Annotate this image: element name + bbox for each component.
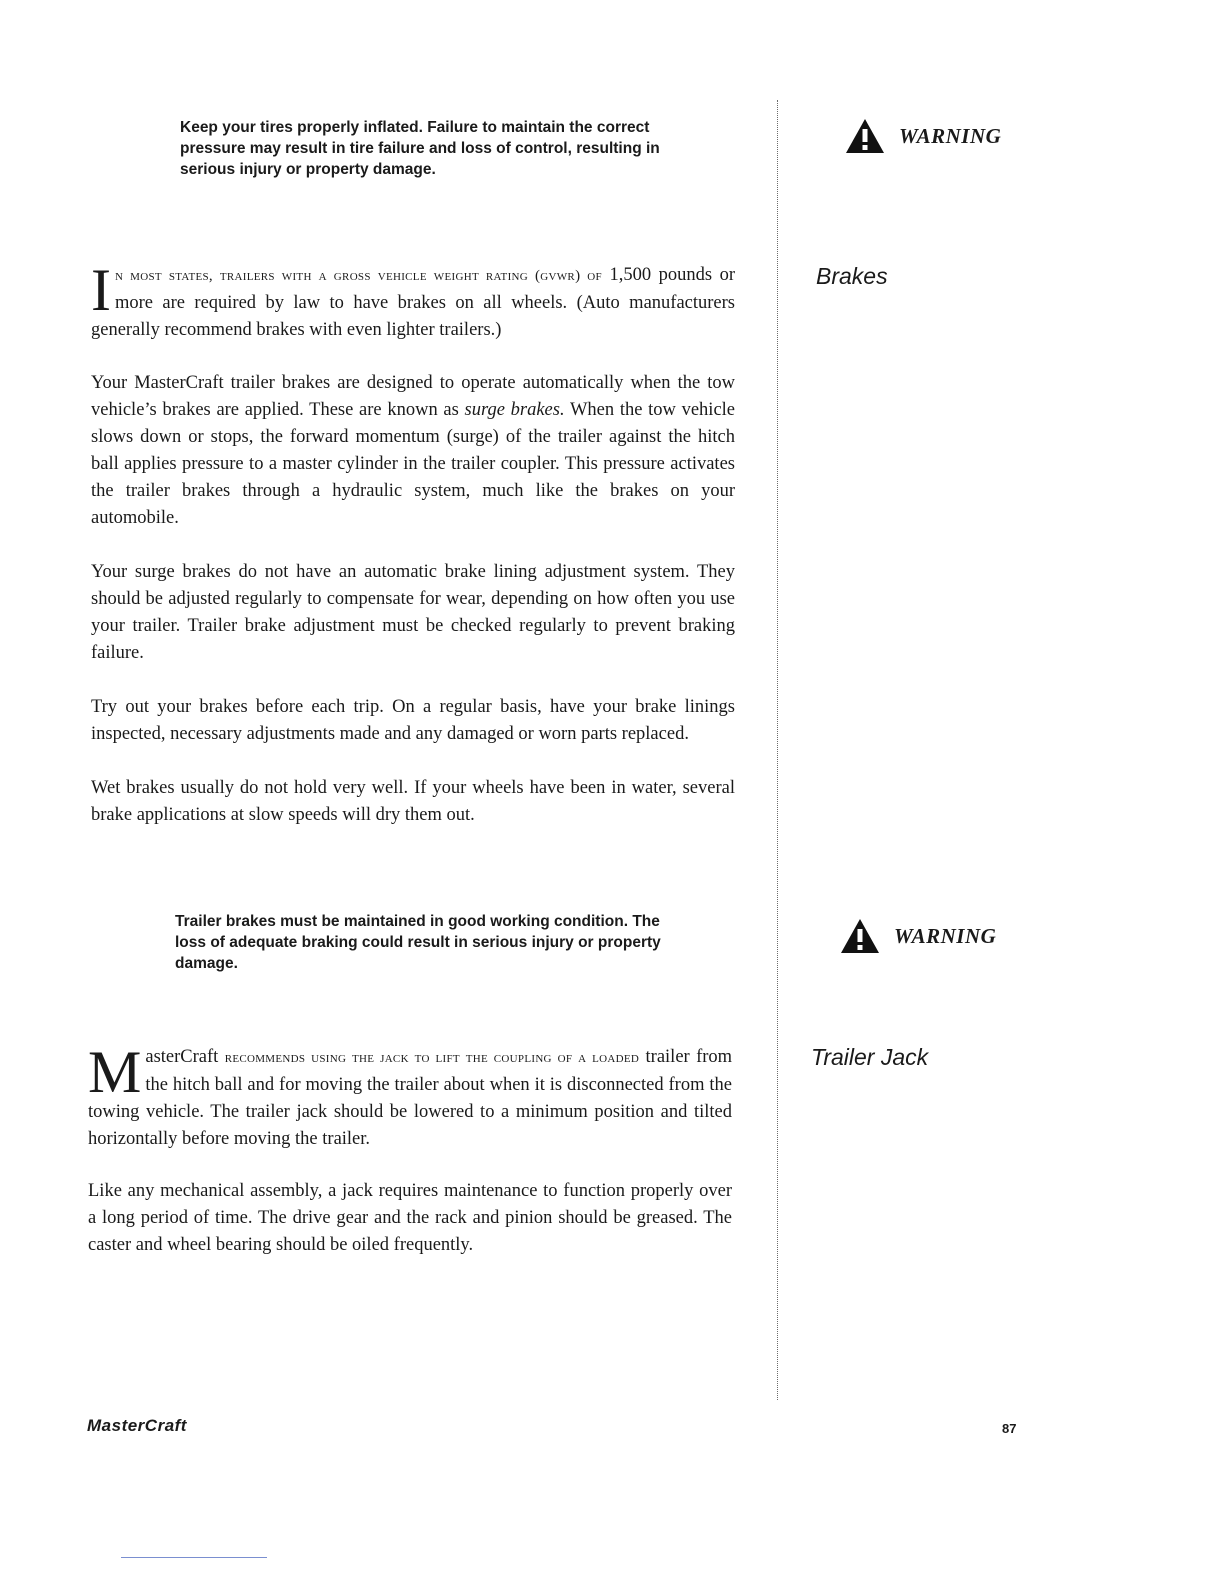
warning-label-text: WARNING (899, 123, 1002, 148)
lead-in-word: asterCraft (145, 1047, 219, 1067)
scan-artifact-line (121, 1557, 267, 1558)
tire-warning-text: Keep your tires properly inflated. Failure to maintain the correct pressure may result in tire failure and loss of control, resulting in serious injury or property damage. (180, 119, 660, 178)
column-divider (777, 100, 778, 1400)
jack-paragraph-2: Like any mechanical assembly, a jack requires maintenance to function properly over a long period of time. The drive gear and the rack and pinion should be greased. The caster and wheel bearing should be oiled frequently. (88, 1181, 732, 1255)
paragraph-text: When the tow vehicle slows down or stops, the forward momentum (surge) of the trailer against the hitch ball applies pressure to a master cylinder in the trailer coupler. This pressure activates the trailer brakes through a hydraulic system, much like the brakes on your automobile. (91, 400, 736, 528)
paragraph-text: Your MasterCraft trailer brakes are designed to operate automatically when the tow vehicle’s brakes are applied. These are known as (91, 373, 735, 420)
paragraph-text: 1,500 pounds or more are required by law to have brakes on all wheels. (Auto manufacturers generally recommend brakes with even lighter trailers.) (91, 265, 735, 340)
warning-label-tires (845, 118, 1001, 154)
brakes-paragraph-4: Try out your brakes before each trip. On a regular basis, have your brake linings inspected, necessary adjustments made and any damaged or worn parts replaced. (91, 697, 735, 744)
brakes-paragraph-1 (91, 257, 735, 344)
paragraph-text: trailer from the hitch ball and for moving the trailer about when it is disconnected from the towing vehicle. The trailer jack should be lowered to a minimum position and tilted horizontally before moving the trailer. (88, 1047, 733, 1149)
warning-triangle-icon (845, 118, 885, 154)
brakes-warning-text: Trailer brakes must be maintained in good working condition. The loss of adequate braking could result in serious injury or property damage. (175, 913, 661, 972)
trailer-jack-heading: Trailer Jack (811, 1044, 929, 1070)
jack-paragraph-1 (88, 1039, 733, 1153)
drop-cap: I (91, 257, 111, 323)
brakes-paragraph-5: Wet brakes usually do not hold very well. If your wheels have been in water, several brake applications at slow speeds will dry them out. (91, 778, 735, 825)
warning-triangle-icon (840, 918, 880, 954)
term-emphasis: surge brakes. (464, 400, 565, 420)
lead-in-smallcaps: n most states, trailers with a gross vehicle weight rating (gvwr) of (114, 268, 602, 284)
brakes-heading: Brakes (816, 263, 888, 289)
warning-label-text: WARNING (894, 923, 997, 948)
brakes-paragraph-2 (91, 370, 735, 532)
drop-cap: M (88, 1039, 142, 1105)
brakes-paragraph-3: Your surge brakes do not have an automatic brake lining adjustment system. They should be adjusted regularly to compensate for wear, depending on how often you use your trailer. Trailer brake adjustment must be checked regularly to prevent braking failure. (91, 562, 735, 663)
footer-brand-logo: MasterCraft (87, 1416, 187, 1435)
page-number: 87 (1002, 1421, 1017, 1436)
lead-in-smallcaps: recommends using the jack to lift the coupling of a loaded (224, 1050, 640, 1066)
warning-label-brakes (840, 918, 996, 954)
